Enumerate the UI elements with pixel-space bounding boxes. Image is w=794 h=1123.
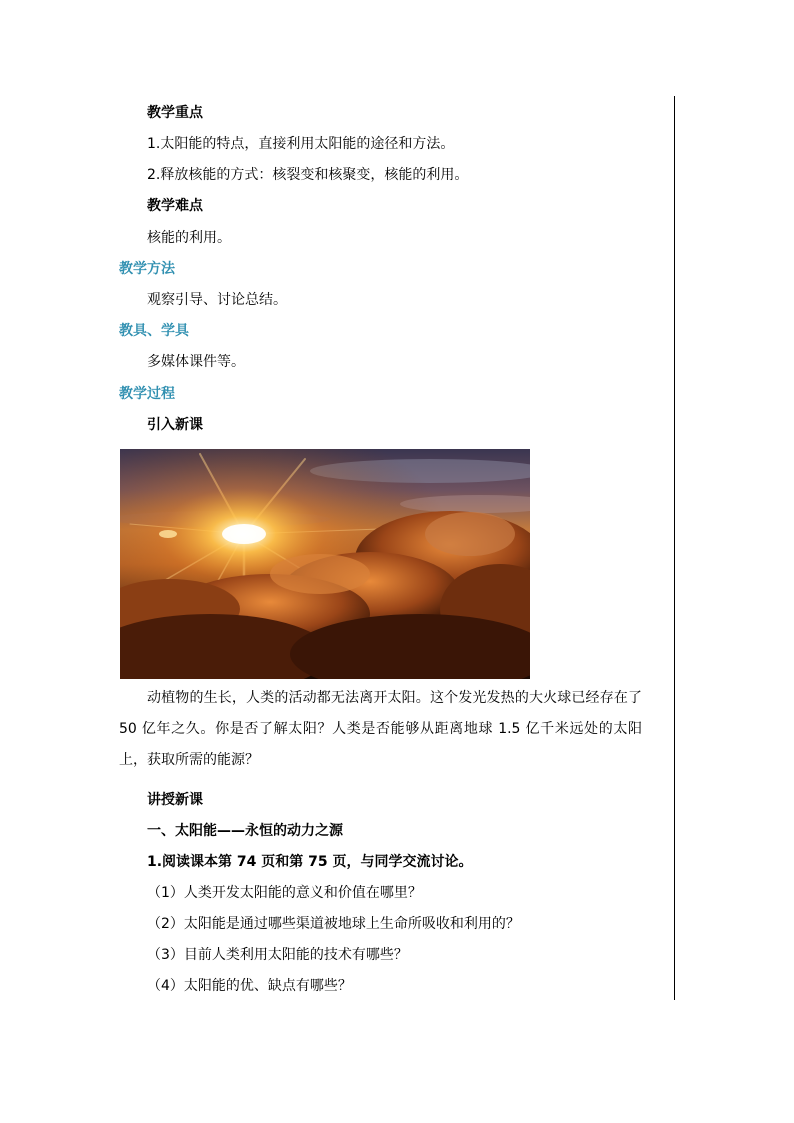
page-right-border: [674, 96, 675, 1000]
heading-tools: 教具、学具: [119, 323, 189, 339]
tools-text: 多媒体课件等。: [147, 354, 245, 370]
heading-key-points: 教学重点: [147, 105, 203, 121]
intro-paragraph: 动植物的生长，人类的活动都无法离开太阳。这个发光发热的大火球已经存在了 50 亿年之久。你是否了解太阳？人类是否能够从距离地球 1.5 亿千米远处的太阳上，获取所需的能源？: [119, 690, 642, 768]
method-text: 观察引导、讨论总结。: [147, 292, 287, 308]
question-4: （4）太阳能的优、缺点有哪些？: [147, 978, 352, 994]
heading-process: 教学过程: [119, 386, 175, 402]
sunset-clouds-photo: [120, 449, 530, 679]
key-point-2: 2.释放核能的方式：核裂变和核聚变，核能的利用。: [147, 167, 469, 183]
question-2: （2）太阳能是通过哪些渠道被地球上生命所吸收和利用的？: [147, 916, 520, 932]
heading-difficulty: 教学难点: [147, 198, 203, 214]
question-3: （3）目前人类利用太阳能的技术有哪些？: [147, 947, 408, 963]
key-point-1: 1.太阳能的特点，直接利用太阳能的途径和方法。: [147, 136, 455, 152]
difficulty-text: 核能的利用。: [147, 230, 231, 246]
heading-method: 教学方法: [119, 261, 175, 277]
section-1-title: 一、太阳能——永恒的动力之源: [147, 823, 343, 839]
heading-intro: 引入新课: [147, 417, 203, 433]
task-1: 1.阅读课本第 74 页和第 75 页，与同学交流讨论。: [147, 854, 473, 870]
heading-new-lesson: 讲授新课: [147, 792, 203, 808]
question-1: （1）人类开发太阳能的意义和价值在哪里？: [147, 885, 422, 901]
